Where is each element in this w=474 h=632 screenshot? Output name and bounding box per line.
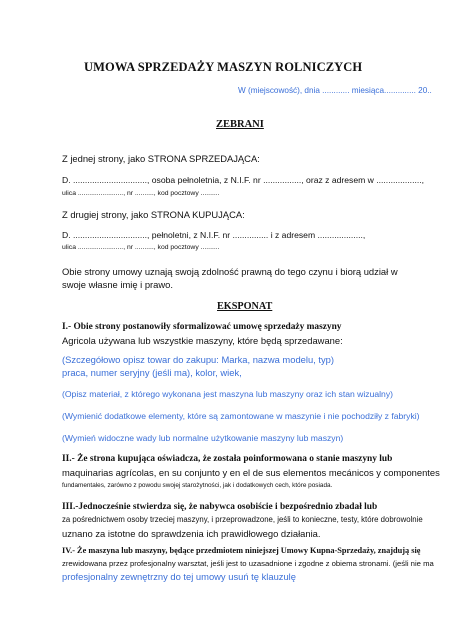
- document-title: UMOWA SPRZEDAŻY MASZYN ROLNICZYCH: [84, 60, 363, 74]
- buyer-intro: Z drugiej strony, jako STRONA KUPUJĄCA:: [62, 209, 245, 220]
- section-zebrani: ZEBRANI: [216, 119, 264, 130]
- seller-intro: Z jednej strony, jako STRONA SPRZEDAJĄCA:: [62, 153, 260, 164]
- buyer-line-1: D. ..............................., pełnoletni, z N.I.F. nr ............... i z adresem ...................,: [62, 230, 366, 240]
- section-2-heading: II.- Że strona kupująca oświadcza, że została poinformowana o stanie maszyny lub: [62, 454, 393, 464]
- capacity-line-1: Obie strony umowy uznają swoją zdolność prawną do tego czynu i biorą udział w: [62, 266, 398, 277]
- section-4-heading: IV.- Że maszyna lub maszyny, będące przedmiotem niniejszej Umowy Kupna-Sprzedaży, znajdują się: [62, 546, 421, 555]
- description-placeholder-1b: praca, numer seryjny (jeśli ma), kolor, wiek,: [62, 367, 242, 378]
- description-placeholder-4: (Wymień widoczne wady lub normalne użytkowanie maszyny lub maszyn): [62, 433, 344, 443]
- description-placeholder-2: (Opisz materiał, z którego wykonana jest maszyna lub maszyny oraz ich stan wizualny): [62, 389, 393, 399]
- section-3-heading: III.-Jednocześnie stwierdza się, że nabywca osobiście i bezpośrednio zbadał lub: [62, 502, 378, 512]
- section-2-line-2: fundamentales, zarówno z powodu swojej starożytności, jak i dodatkowych cech, które posiada.: [62, 482, 333, 489]
- section-1-text: Agricola używana lub wszystkie maszyny, które będą sprzedawane:: [62, 335, 343, 346]
- seller-line-2: ulica ........................, nr .........., kod pocztowy ..........: [62, 190, 220, 197]
- section-2-line-1: maquinarias agrícolas, en su conjunto y en el de sus elementos mecánicos y componentes: [62, 467, 440, 478]
- capacity-line-2: swoje własne imię i prawo.: [62, 279, 173, 290]
- description-placeholder-1a: (Szczegółowo opisz towar do zakupu: Marka, nazwa modelu, typ): [62, 354, 335, 365]
- section-3-line-2: uznano za istotne do sprawdzenia ich prawidłowego działania.: [62, 528, 321, 539]
- section-1-heading: I.- Obie strony postanowiły sformalizować umowę sprzedaży maszyny: [62, 322, 342, 332]
- section-4-line-2: profesjonalny zewnętrzny do tej umowy usuń tę klauzulę: [62, 571, 296, 582]
- place-date-line: W (miejscowość), dnia ............ miesiąca.............. 20..: [238, 86, 432, 95]
- section-eksponat: EKSPONAT: [217, 301, 273, 312]
- buyer-line-2: ulica ........................, nr .........., kod pocztowy ..........: [62, 244, 220, 251]
- section-3-line-1: za pośrednictwem osoby trzeciej maszyny, i przeprowadzone, jeśli to konieczne, testy, które dobrowolnie: [62, 515, 423, 524]
- description-placeholder-3: (Wymienić dodatkowe elementy, które są zamontowane w maszynie i nie pochodziły z fabryki): [62, 411, 420, 421]
- seller-line-1: D. ..............................., osoba pełnoletnia, z N.I.F. nr ................, oraz z adresem w ...................,: [62, 175, 425, 185]
- section-4-line-1: zrewidowana przez profesjonalny warsztat, jeśli jest to uzasadnione i zgodne z obiema stronami. (jeśli nie ma: [62, 559, 434, 568]
